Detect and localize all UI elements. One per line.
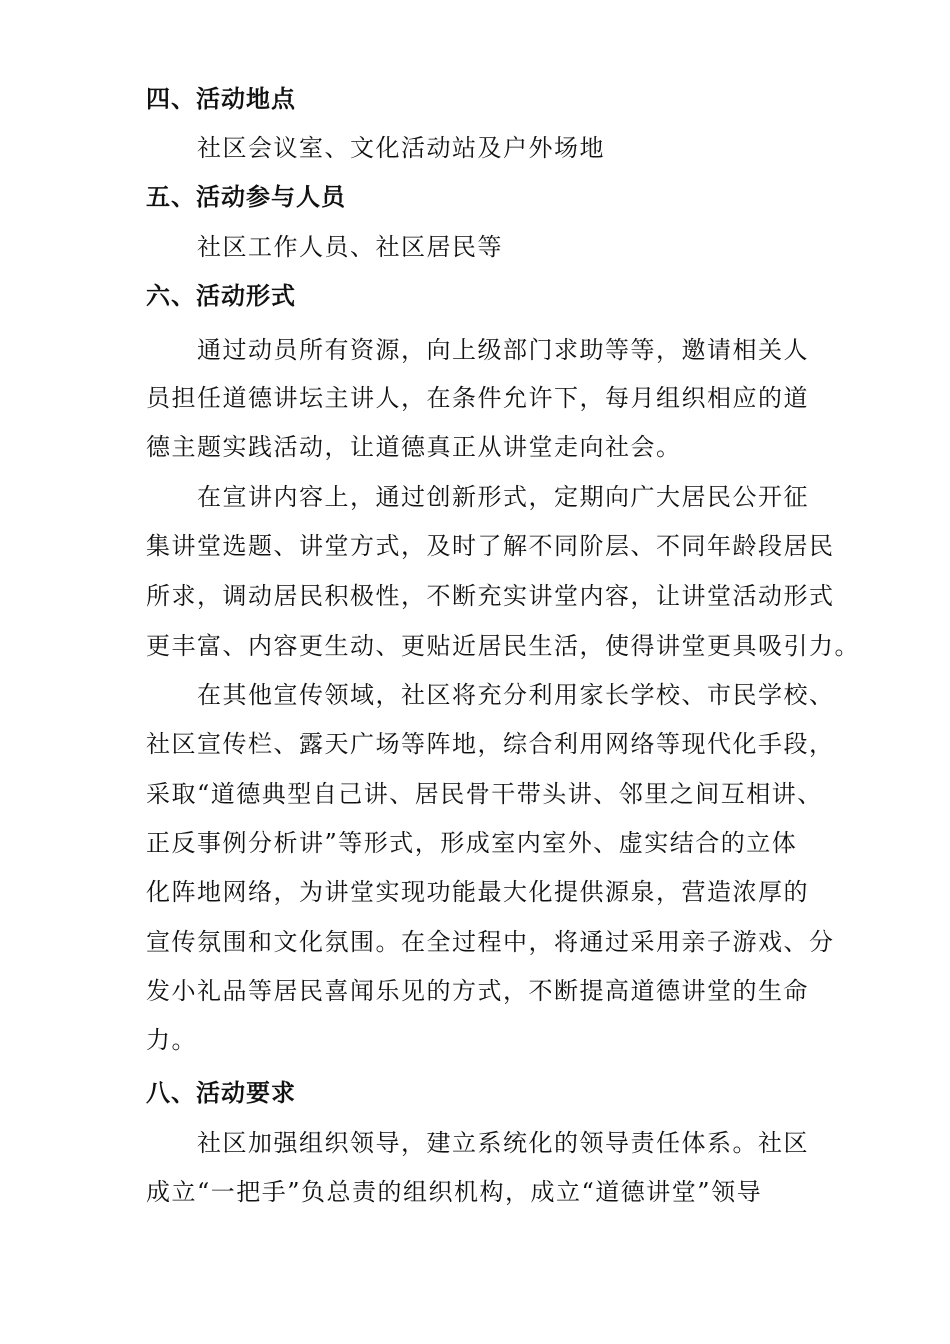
- paragraph-line: 员担任道德讲坛主讲人，在条件允许下，每月组织相应的道: [146, 384, 809, 412]
- paragraph-line: 成立“一把手”负总责的组织机构，成立“道德讲堂”领导: [146, 1178, 763, 1206]
- paragraph-line: 化阵地网络，为讲堂实现功能最大化提供源泉，营造浓厚的: [146, 878, 809, 906]
- paragraph-line: 采取“道德典型自己讲、居民骨干带头讲、邻里之间互相讲、: [146, 780, 823, 808]
- paragraph-line: 宣传氛围和文化氛围。在全过程中，将通过采用亲子游戏、分: [146, 928, 835, 956]
- section-heading-participants: 五、活动参与人员: [146, 183, 346, 211]
- paragraph-line: 通过动员所有资源，向上级部门求助等等，邀请相关人: [197, 336, 809, 364]
- paragraph-line: 在其他宣传领域，社区将充分利用家长学校、市民学校、: [197, 681, 835, 709]
- paragraph-line: 更丰富、内容更生动、更贴近居民生活，使得讲堂更具吸引力。: [146, 632, 860, 660]
- location-text: 社区会议室、文化活动站及户外场地: [197, 134, 605, 162]
- paragraph-line: 集讲堂选题、讲堂方式，及时了解不同阶层、不同年龄段居民: [146, 532, 835, 560]
- section-heading-requirements: 八、活动要求: [146, 1079, 296, 1107]
- participants-text: 社区工作人员、社区居民等: [197, 233, 503, 261]
- section-heading-location: 四、活动地点: [146, 85, 296, 113]
- paragraph-line: 所求，调动居民积极性，不断充实讲堂内容，让讲堂活动形式: [146, 582, 835, 610]
- paragraph-line: 社区加强组织领导，建立系统化的领导责任体系。社区: [197, 1129, 809, 1157]
- paragraph-line: 力。: [146, 1026, 197, 1054]
- section-heading-format: 六、活动形式: [146, 282, 296, 310]
- paragraph-line: 社区宣传栏、露天广场等阵地，综合利用网络等现代化手段，: [146, 730, 835, 758]
- paragraph-line: 德主题实践活动，让道德真正从讲堂走向社会。: [146, 433, 682, 461]
- paragraph-line: 发小礼品等居民喜闻乐见的方式，不断提高道德讲堂的生命: [146, 977, 809, 1005]
- paragraph-line: 在宣讲内容上，通过创新形式，定期向广大居民公开征: [197, 483, 809, 511]
- paragraph-line: 正反事例分析讲”等形式，形成室内室外、虚实结合的立体: [146, 829, 798, 857]
